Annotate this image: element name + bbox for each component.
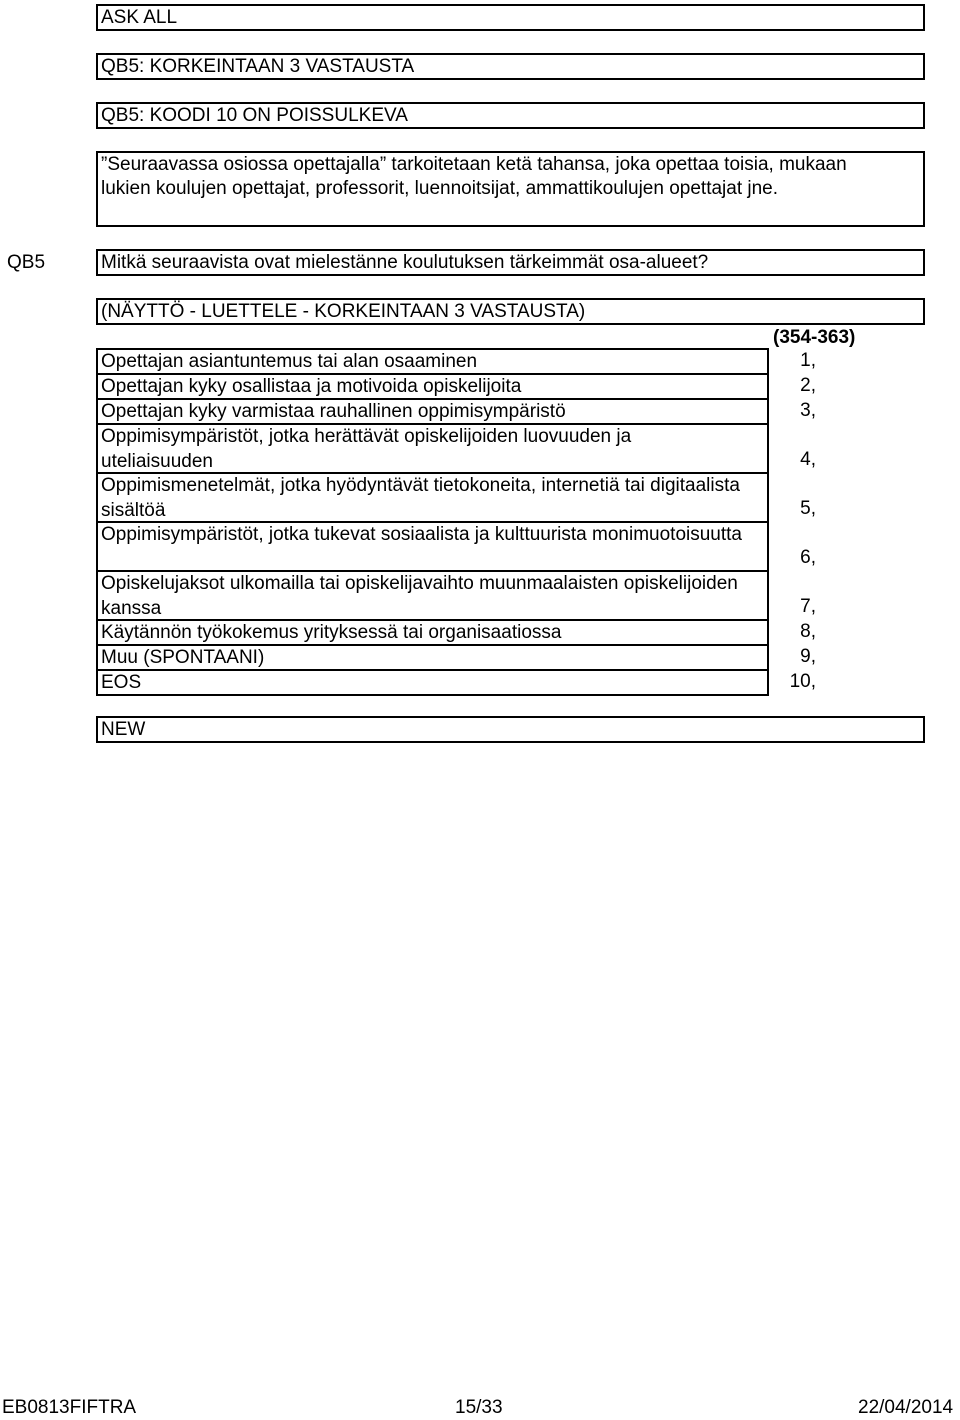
option-label: Muu (SPONTAANI) (101, 647, 265, 668)
option-box-6 (96, 521, 769, 572)
intro-line-2: lukien koulujen opettajat, professorit, luennoitsijat, ammattikoulujen opettajat jne. (101, 178, 779, 199)
option-code: 3, (800, 400, 816, 421)
footer-date: 22/04/2014 (858, 1397, 954, 1418)
footer-page-number: 15/33 (455, 1397, 503, 1418)
question-id: QB5 (7, 252, 46, 273)
option-box-10 (96, 669, 769, 696)
option-label: Opettajan kyky osallistaa ja motivoida opiskelijoita (101, 376, 522, 397)
option-label: Oppimisympäristöt, jotka herättävät opiskelijoiden luovuuden ja (101, 426, 632, 447)
option-code: 7, (800, 596, 816, 617)
option-code: 4, (800, 449, 816, 470)
option-label: Oppimismenetelmät, jotka hyödyntävät tietokoneita, internetiä tai digitaalista (101, 475, 740, 496)
new-label: NEW (101, 719, 146, 740)
option-box-3 (96, 398, 769, 425)
option-box-4 (96, 423, 769, 474)
intro-line-1: ”Seuraavassa osiossa opettajalla” tarkoitetaan ketä tahansa, joka opettaa toisia, mukaan (101, 154, 847, 175)
question-text-box (96, 249, 925, 276)
option-box-1 (96, 348, 769, 375)
option-label: Oppimisympäristöt, jotka tukevat sosiaalista ja kulttuurista monimuotoisuutta (101, 524, 742, 545)
option-code: 8, (800, 621, 816, 642)
option-code: 10, (789, 671, 816, 692)
option-code: 6, (800, 547, 816, 568)
max-answers-box (96, 53, 925, 80)
option-label: Opiskelujaksot ulkomailla tai opiskelijavaihto muunmaalaisten opiskelijoiden (101, 573, 738, 594)
option-label-cont: kanssa (101, 597, 162, 619)
intro-box (96, 151, 925, 227)
option-code: 5, (800, 498, 816, 519)
ask-all-box (96, 4, 925, 31)
option-box-7 (96, 570, 769, 621)
option-box-9 (96, 644, 769, 671)
instruction-text: (NÄYTTÖ - LUETTELE - KORKEINTAAN 3 VASTAUSTA) (101, 301, 586, 322)
option-box-2 (96, 373, 769, 400)
exclusive-code-label: QB5: KOODI 10 ON POISSULKEVA (101, 105, 408, 126)
footer-doc-id: EB0813FIFTRA (2, 1397, 137, 1418)
option-box-8 (96, 619, 769, 646)
option-label: Opettajan asiantuntemus tai alan osaaminen (101, 351, 478, 372)
option-code: 9, (800, 646, 816, 667)
question-text: Mitkä seuraavista ovat mielestänne koulutuksen tärkeimmät osa-alueet? (101, 252, 709, 273)
option-label-cont: sisältöä (101, 499, 166, 521)
option-label: Opettajan kyky varmistaa rauhallinen oppimisympäristö (101, 401, 566, 422)
column-range: (354-363) (773, 327, 856, 348)
option-label: Käytännön työkokemus yrityksessä tai organisaatiossa (101, 622, 562, 643)
option-label-cont: uteliaisuuden (101, 450, 213, 472)
new-box (96, 716, 925, 743)
max-answers-label: QB5: KORKEINTAAN 3 VASTAUSTA (101, 56, 415, 77)
option-box-5 (96, 472, 769, 523)
ask-all-label: ASK ALL (101, 7, 178, 28)
option-code: 1, (800, 350, 816, 371)
exclusive-code-box (96, 102, 925, 129)
instruction-box (96, 298, 925, 325)
option-label: EOS (101, 672, 142, 693)
option-code: 2, (800, 375, 816, 396)
